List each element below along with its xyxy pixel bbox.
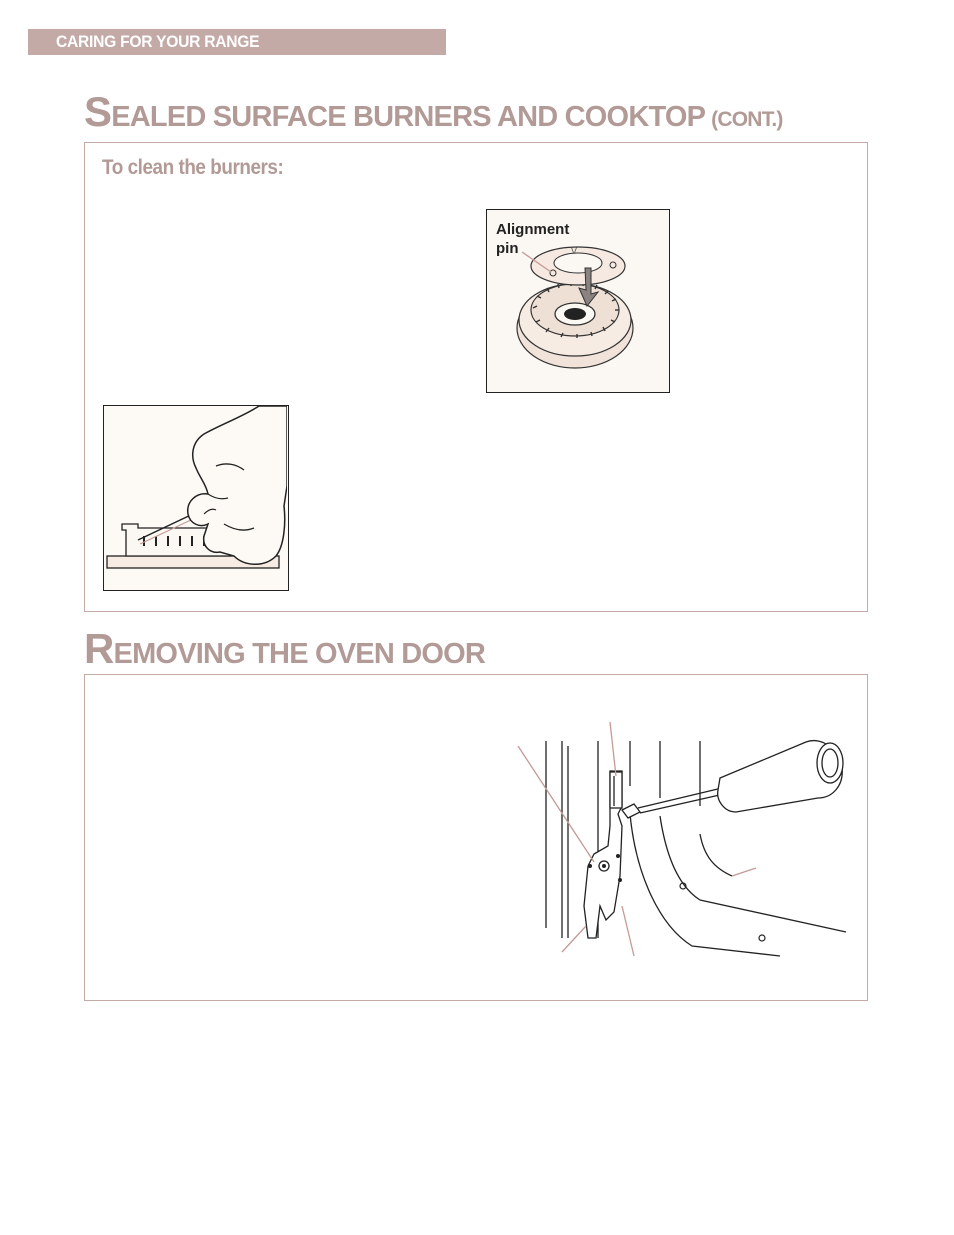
burner-alignment-figure: [486, 209, 670, 393]
alignment-pin-label-line2: pin: [496, 240, 519, 257]
alignment-pin-label: [496, 220, 569, 258]
oven-door-hinge-illustration: [510, 716, 855, 961]
title-rest: EMOVING THE OVEN DOOR: [113, 638, 486, 670]
hand-cleaning-illustration: [104, 406, 287, 589]
title-rest: EALED SURFACE BURNERS AND COOKTOP: [111, 101, 706, 133]
title-initial: S: [84, 88, 112, 135]
header-band-text: CARING FOR YOUR RANGE: [56, 32, 260, 51]
hand-cleaning-figure: [103, 405, 289, 591]
section-title-sealed-burners: [84, 88, 783, 136]
title-suffix: (CONT.): [711, 108, 783, 131]
header-band: [28, 29, 446, 55]
title-initial: R: [84, 625, 114, 672]
alignment-pin-label-line1: Alignment: [496, 221, 570, 238]
section-title-oven-door: [84, 625, 485, 673]
burner-cleaning-subheading: To clean the burners:: [102, 156, 284, 179]
svg-text:V: V: [571, 246, 578, 256]
